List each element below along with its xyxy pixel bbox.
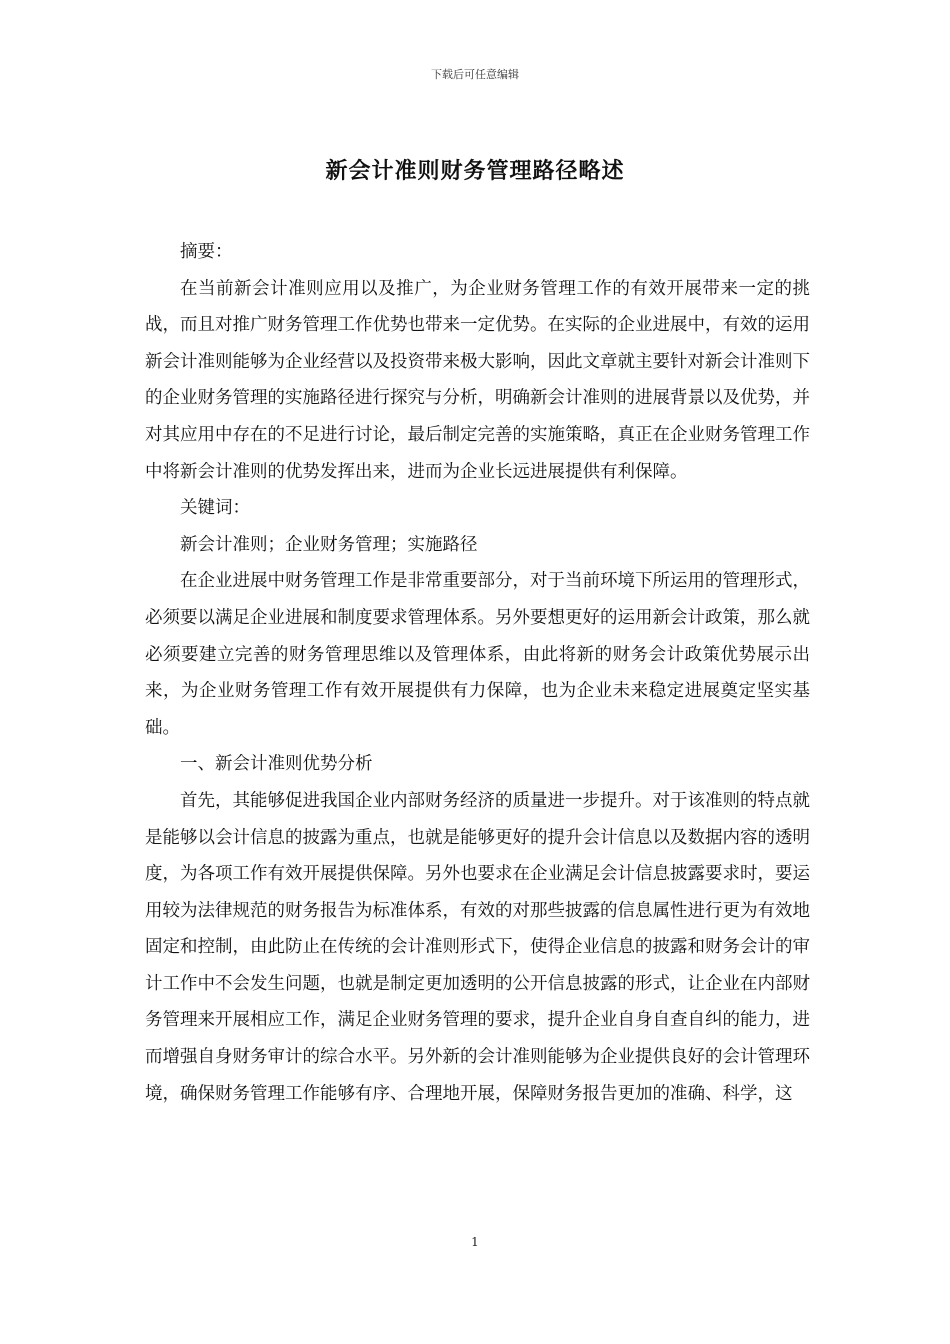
section-paragraph: 首先，其能够促进我国企业内部财务经济的质量进一步提升。对于该准则的特点就是能够以会计信息的披露为重点，也就是能够更好的提升会计信息以及数据内容的透明度，为各项工作有效开展提供保障。另外也要求在企业满足会计信息披露要求时，要运用较为法律规范的财务报告为标准体系，有效的对那些披露的信息属性进行更为有效地固定和控制，由此防止在传统的会计准则形式下，使得企业信息的披露和财务会计的审计工作中不会发生问题，也就是制定更加透明的公开信息披露的形式，让企业在内部财务管理来开展相应工作，满足企业财务管理的要求，提升企业自身自查自纠的能力，进而增强自身财务审计的综合水平。另外新的会计准则能够为企业提供良好的会计管理环境，确保财务管理工作能够有序、合理地开展，保障财务报告更加的准确、科学，这 xyxy=(145,790,810,1104)
abstract-heading: 摘要： xyxy=(180,242,233,262)
keywords-list: 新会计准则；企业财务管理；实施路径 xyxy=(180,534,478,555)
keywords-heading: 关键词： xyxy=(180,498,250,519)
intro-paragraph: 在企业进展中财务管理工作是非常重要部分，对于当前环境下所运用的管理形式，必须要以满足企业进展和制度要求管理体系。另外要想更好的运用新会计政策，那么就必须要建立完善的财务管理思维以及管理体系，由此将新的财务会计政策优势展示出来，为企业财务管理工作有效开展提供有力保障，也为企业未来稳定进展奠定坚实基础。 xyxy=(145,571,810,738)
page-header-note: 下载后可任意编辑 xyxy=(431,68,519,81)
document-title: 新会计准则财务管理路径略述 xyxy=(325,159,625,184)
document-body xyxy=(145,234,810,1112)
page-number: 1 xyxy=(471,1235,479,1249)
section-heading: 一、新会计准则优势分析 xyxy=(180,754,373,775)
abstract-paragraph: 在当前新会计准则应用以及推广，为企业财务管理工作的有效开展带来一定的挑战，而且对推广财务管理工作优势也带来一定优势。在实际的企业进展中，有效的运用新会计准则能够为企业经营以及投资带来极大影响，因此文章就主要针对新会计准则下的企业财务管理的实施路径进行探究与分析，明确新会计准则的进展背景以及优势，并对其应用中存在的不足进行讨论，最后制定完善的实施策略，真正在企业财务管理工作中将新会计准则的优势发挥出来，进而为企业长远进展提供有利保障。 xyxy=(145,278,810,482)
